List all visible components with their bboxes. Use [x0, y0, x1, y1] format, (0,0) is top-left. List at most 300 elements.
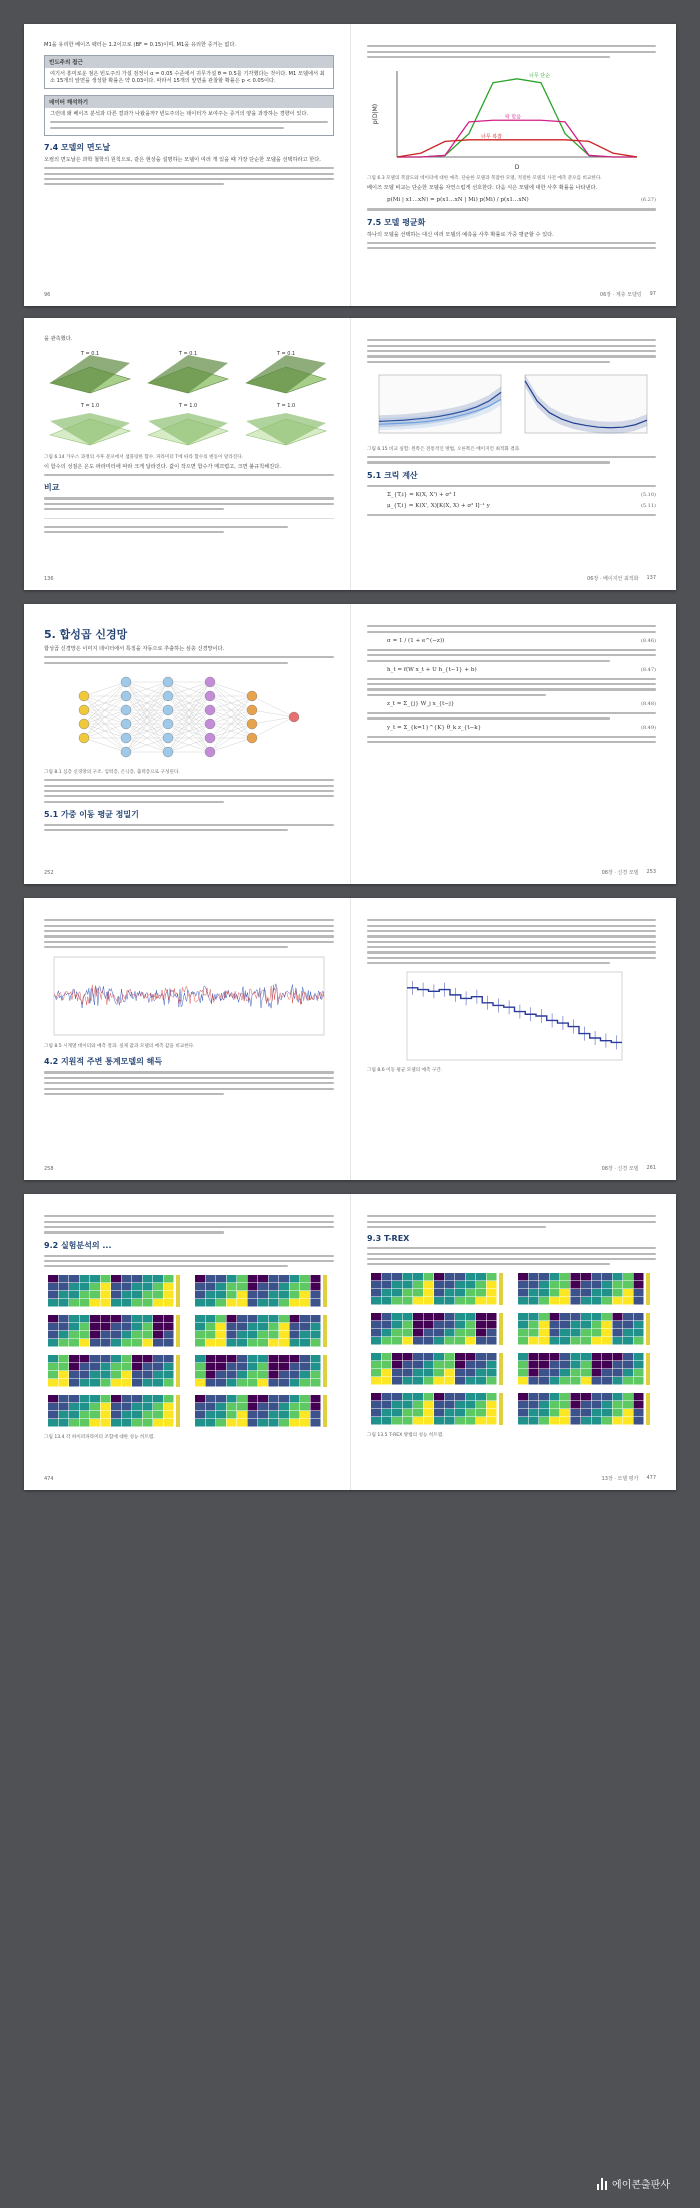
heat-cell	[195, 1323, 205, 1331]
heat-cell	[269, 1363, 279, 1371]
heat-cell	[48, 1283, 58, 1291]
heat-cell	[237, 1379, 247, 1387]
heat-cell	[59, 1339, 69, 1347]
heat-cell	[413, 1313, 423, 1321]
heat-cell	[101, 1283, 111, 1291]
heat-cell	[424, 1273, 434, 1281]
heat-cell	[101, 1275, 111, 1283]
heat-cell	[101, 1379, 111, 1387]
heat-cell	[132, 1395, 142, 1403]
timeseries-chart	[44, 951, 334, 1041]
heat-cell	[382, 1393, 392, 1401]
heat-cell	[466, 1321, 476, 1329]
heat-cell	[602, 1361, 612, 1369]
edge	[252, 717, 294, 738]
heat-cell	[101, 1291, 111, 1299]
surface-plot	[44, 401, 138, 449]
body-text: 이 함수의 성질은 온도 파라미터에 따라 크게 달라진다. 값이 작으면 함수가 매끄럽고, 크면 불규칙해진다.	[44, 464, 281, 470]
heat-cell	[111, 1291, 121, 1299]
heat-cell	[445, 1417, 455, 1425]
edge	[84, 682, 126, 724]
heat-cell	[466, 1337, 476, 1345]
heat-cell	[371, 1401, 381, 1409]
spread-5	[24, 1194, 676, 1490]
heat-cell	[101, 1411, 111, 1419]
heat-cell	[424, 1353, 434, 1361]
heat-cell	[59, 1275, 69, 1283]
heat-cell	[122, 1299, 132, 1307]
heat-cell	[434, 1329, 444, 1337]
heat-cell	[518, 1321, 528, 1329]
heat-cell	[466, 1393, 476, 1401]
heat-cell	[80, 1355, 90, 1363]
heat-cell	[539, 1313, 549, 1321]
heat-cell	[434, 1297, 444, 1305]
heat-cell	[371, 1289, 381, 1297]
right-text: 베이즈 모델 비교는 단순한 모델을 자연스럽게 선호한다. 다음 식은 모델에 대한 사후 확률을 나타낸다.	[367, 185, 598, 192]
heat-cell	[206, 1363, 216, 1371]
series-label-0: 너무 단순	[529, 73, 550, 80]
heat-cell	[80, 1283, 90, 1291]
surface-plot	[142, 349, 236, 397]
heat-cell	[90, 1323, 100, 1331]
heat-cell	[164, 1363, 174, 1371]
heat-cell	[90, 1379, 100, 1387]
heat-cell	[311, 1323, 321, 1331]
figure-caption: 그림 8.5 시계열 데이터와 예측 결과. 실제 값과 모델의 예측 값을 비교한다.	[44, 1044, 195, 1050]
heat-cell	[539, 1329, 549, 1337]
heat-cell	[602, 1297, 612, 1305]
heat-cell	[80, 1299, 90, 1307]
heat-cell	[570, 1329, 580, 1337]
heat-cell	[413, 1393, 423, 1401]
heat-cell	[111, 1283, 121, 1291]
heat-cell	[487, 1409, 497, 1417]
heat-cell	[445, 1361, 455, 1369]
heat-cell	[424, 1321, 434, 1329]
heat-cell	[248, 1339, 258, 1347]
heat-cell	[195, 1395, 205, 1403]
heat-cell	[518, 1329, 528, 1337]
heat-cell	[48, 1299, 58, 1307]
heat-cell	[111, 1299, 121, 1307]
heat-cell	[466, 1353, 476, 1361]
heat-cell	[455, 1329, 465, 1337]
heat-cell	[612, 1353, 622, 1361]
heat-cell	[633, 1329, 643, 1337]
heat-cell	[602, 1289, 612, 1297]
heat-cell	[111, 1339, 121, 1347]
heat-cell	[560, 1369, 570, 1377]
heat-cell	[466, 1297, 476, 1305]
surface-shade	[246, 413, 326, 445]
heat-cell	[570, 1281, 580, 1289]
interpretation-box	[44, 95, 334, 136]
heat-cell	[633, 1417, 643, 1425]
heat-cell	[290, 1363, 300, 1371]
series-line-2	[397, 140, 637, 157]
heat-cell	[269, 1371, 279, 1379]
heat-cell	[570, 1353, 580, 1361]
heat-cell	[570, 1369, 580, 1377]
page-253	[350, 604, 676, 884]
page-474	[24, 1194, 350, 1490]
heat-cell	[153, 1283, 163, 1291]
heat-cell	[371, 1273, 381, 1281]
heat-cell	[623, 1361, 633, 1369]
heat-cell	[195, 1355, 205, 1363]
surface-plot	[240, 401, 334, 449]
heat-cell	[111, 1419, 121, 1427]
neuron	[163, 747, 173, 757]
heatmap-panel	[191, 1313, 331, 1349]
heat-cell	[195, 1299, 205, 1307]
heat-cell	[300, 1379, 310, 1387]
heat-cell	[311, 1395, 321, 1403]
heat-cell	[279, 1283, 289, 1291]
heat-cell	[269, 1315, 279, 1323]
heat-cell	[392, 1273, 402, 1281]
heatmap-panel	[44, 1393, 184, 1429]
heat-cell	[164, 1275, 174, 1283]
heat-cell	[48, 1379, 58, 1387]
page-number: 252	[44, 870, 54, 876]
heat-cell	[80, 1395, 90, 1403]
heat-cell	[80, 1371, 90, 1379]
heat-cell	[434, 1337, 444, 1345]
heat-cell	[560, 1361, 570, 1369]
neuron	[205, 747, 215, 757]
heat-cell	[476, 1297, 486, 1305]
heat-cell	[206, 1283, 216, 1291]
heat-cell	[206, 1315, 216, 1323]
heat-cell	[570, 1361, 580, 1369]
heat-cell	[101, 1299, 111, 1307]
heat-cell	[466, 1377, 476, 1385]
heat-cell	[216, 1283, 226, 1291]
heat-cell	[570, 1337, 580, 1345]
heat-cell	[612, 1321, 622, 1329]
heat-cell	[122, 1395, 132, 1403]
heat-cell	[539, 1273, 549, 1281]
heat-cell	[424, 1369, 434, 1377]
heat-cell	[445, 1377, 455, 1385]
heat-cell	[623, 1329, 633, 1337]
heat-cell	[279, 1371, 289, 1379]
heat-cell	[90, 1275, 100, 1283]
heat-cell	[111, 1371, 121, 1379]
heat-cell	[403, 1377, 413, 1385]
figure-caption: 그림 13.4 각 하이퍼파라미터 조합에 대한 성능 히트맵.	[44, 1435, 155, 1441]
heat-cell	[476, 1273, 486, 1281]
heatmap-panel	[367, 1311, 507, 1347]
heat-cell	[290, 1395, 300, 1403]
heat-cell	[248, 1411, 258, 1419]
step-chart	[397, 968, 627, 1064]
section-heading: 9.2 실험분석의 ...	[44, 1240, 112, 1250]
heat-cell	[382, 1409, 392, 1417]
heat-cell	[237, 1403, 247, 1411]
colorbar	[646, 1353, 650, 1385]
heat-cell	[623, 1321, 633, 1329]
heat-cell	[455, 1401, 465, 1409]
heat-cell	[392, 1417, 402, 1425]
heat-cell	[612, 1281, 622, 1289]
heat-cell	[269, 1339, 279, 1347]
heat-cell	[528, 1329, 538, 1337]
heat-cell	[216, 1315, 226, 1323]
heat-cell	[476, 1329, 486, 1337]
heat-cell	[560, 1329, 570, 1337]
heat-cell	[227, 1371, 237, 1379]
heat-cell	[487, 1329, 497, 1337]
edge	[252, 696, 294, 717]
heat-cell	[549, 1321, 559, 1329]
heat-cell	[424, 1409, 434, 1417]
heat-cell	[279, 1275, 289, 1283]
heat-cell	[80, 1315, 90, 1323]
heat-cell	[445, 1281, 455, 1289]
heat-cell	[69, 1275, 79, 1283]
heat-cell	[570, 1273, 580, 1281]
heat-cell	[445, 1409, 455, 1417]
heat-cell	[279, 1379, 289, 1387]
figure-caption: 그림 6.3 모델의 복잡도와 데이터에 대한 예측. 단순한 모델과 복잡한 모델, 적절한 모델의 사전 예측 분포를 비교한다.	[367, 176, 602, 182]
heat-cell	[164, 1355, 174, 1363]
heat-cell	[581, 1393, 591, 1401]
heat-cell	[59, 1403, 69, 1411]
heat-cell	[206, 1395, 216, 1403]
heat-cell	[59, 1419, 69, 1427]
heat-cell	[518, 1297, 528, 1305]
heat-cell	[560, 1273, 570, 1281]
heat-cell	[602, 1337, 612, 1345]
heat-cell	[392, 1321, 402, 1329]
heat-cell	[487, 1313, 497, 1321]
heat-cell	[101, 1355, 111, 1363]
heat-cell	[371, 1377, 381, 1385]
heat-cell	[528, 1321, 538, 1329]
heat-cell	[195, 1403, 205, 1411]
heat-cell	[633, 1393, 643, 1401]
heat-cell	[237, 1331, 247, 1339]
heat-cell	[143, 1395, 153, 1403]
heat-cell	[269, 1411, 279, 1419]
heat-cell	[403, 1401, 413, 1409]
heat-cell	[290, 1315, 300, 1323]
figure-caption: 그림 6.15 비교 실험: 왼쪽은 전통적인 방법, 오른쪽은 베이지언 최적화 결과.	[367, 446, 521, 452]
heat-cell	[633, 1409, 643, 1417]
surface-shade	[50, 355, 130, 393]
heat-cell	[300, 1355, 310, 1363]
heatmap-panel	[514, 1271, 654, 1307]
colorbar	[646, 1313, 650, 1345]
heat-cell	[403, 1321, 413, 1329]
heat-cell	[518, 1337, 528, 1345]
heat-cell	[528, 1313, 538, 1321]
edge	[252, 717, 294, 724]
heat-cell	[300, 1411, 310, 1419]
heat-cell	[528, 1273, 538, 1281]
heat-cell	[48, 1315, 58, 1323]
heat-cell	[445, 1393, 455, 1401]
heat-cell	[591, 1417, 601, 1425]
heat-cell	[80, 1331, 90, 1339]
heat-cell	[382, 1417, 392, 1425]
heat-cell	[612, 1329, 622, 1337]
heat-cell	[279, 1315, 289, 1323]
heat-cell	[518, 1273, 528, 1281]
heat-cell	[602, 1329, 612, 1337]
heat-cell	[290, 1291, 300, 1299]
heat-cell	[227, 1411, 237, 1419]
heat-cell	[90, 1355, 100, 1363]
heat-cell	[602, 1273, 612, 1281]
heat-cell	[581, 1361, 591, 1369]
page-number: 96	[44, 292, 51, 298]
heat-cell	[549, 1297, 559, 1305]
heat-cell	[413, 1297, 423, 1305]
heat-cell	[164, 1323, 174, 1331]
heat-cell	[623, 1313, 633, 1321]
surface-label: T = 0.1	[178, 351, 198, 357]
heat-cell	[122, 1291, 132, 1299]
heat-cell	[59, 1299, 69, 1307]
heat-cell	[300, 1315, 310, 1323]
heat-cell	[455, 1417, 465, 1425]
heat-cell	[279, 1363, 289, 1371]
heat-cell	[290, 1339, 300, 1347]
heat-cell	[413, 1321, 423, 1329]
heat-cell	[612, 1417, 622, 1425]
heat-cell	[560, 1401, 570, 1409]
heat-cell	[300, 1283, 310, 1291]
heat-cell	[153, 1363, 163, 1371]
heat-cell	[132, 1315, 142, 1323]
heat-cell	[623, 1337, 633, 1345]
heat-cell	[248, 1283, 258, 1291]
heat-cell	[612, 1289, 622, 1297]
heat-cell	[80, 1379, 90, 1387]
heat-cell	[466, 1329, 476, 1337]
heat-cell	[290, 1283, 300, 1291]
heat-cell	[560, 1297, 570, 1305]
heat-cell	[153, 1315, 163, 1323]
heat-cell	[403, 1273, 413, 1281]
heat-cell	[570, 1417, 580, 1425]
heat-cell	[101, 1323, 111, 1331]
page-number: 136	[44, 576, 54, 582]
heat-cell	[602, 1321, 612, 1329]
heat-cell	[164, 1339, 174, 1347]
heat-cell	[392, 1401, 402, 1409]
heat-cell	[290, 1275, 300, 1283]
heat-cell	[382, 1337, 392, 1345]
heat-cell	[392, 1329, 402, 1337]
heat-cell	[300, 1299, 310, 1307]
heatmap-panel	[191, 1273, 331, 1309]
heat-cell	[382, 1281, 392, 1289]
heat-cell	[269, 1299, 279, 1307]
heat-cell	[101, 1419, 111, 1427]
heat-cell	[549, 1281, 559, 1289]
heat-cell	[206, 1355, 216, 1363]
heat-cell	[311, 1339, 321, 1347]
edge	[84, 682, 126, 696]
heat-cell	[195, 1339, 205, 1347]
heat-cell	[206, 1291, 216, 1299]
heat-cell	[476, 1289, 486, 1297]
neuron	[247, 691, 257, 701]
heat-cell	[424, 1361, 434, 1369]
page-136	[24, 318, 350, 590]
heat-cell	[153, 1379, 163, 1387]
heat-cell	[227, 1363, 237, 1371]
heat-cell	[413, 1353, 423, 1361]
heat-cell	[581, 1329, 591, 1337]
edge	[210, 738, 252, 752]
heat-cell	[216, 1331, 226, 1339]
spread-4	[24, 898, 676, 1180]
surface-plot	[142, 401, 236, 449]
heat-cell	[132, 1355, 142, 1363]
heat-cell	[153, 1419, 163, 1427]
heat-cell	[122, 1371, 132, 1379]
heat-cell	[311, 1379, 321, 1387]
heat-cell	[581, 1313, 591, 1321]
heat-cell	[424, 1313, 434, 1321]
heat-cell	[581, 1401, 591, 1409]
heat-cell	[591, 1281, 601, 1289]
heat-cell	[403, 1329, 413, 1337]
heat-cell	[445, 1289, 455, 1297]
heat-cell	[560, 1353, 570, 1361]
heat-cell	[623, 1353, 633, 1361]
heat-cell	[300, 1331, 310, 1339]
heat-cell	[227, 1355, 237, 1363]
heat-cell	[290, 1379, 300, 1387]
heat-cell	[633, 1401, 643, 1409]
heat-cell	[549, 1337, 559, 1345]
heat-cell	[602, 1353, 612, 1361]
heat-cell	[132, 1419, 142, 1427]
heat-cell	[69, 1283, 79, 1291]
heat-cell	[69, 1379, 79, 1387]
heat-cell	[413, 1361, 423, 1369]
heat-cell	[290, 1299, 300, 1307]
heat-cell	[122, 1379, 132, 1387]
heat-cell	[153, 1323, 163, 1331]
heat-cell	[591, 1337, 601, 1345]
heat-cell	[164, 1331, 174, 1339]
heat-cell	[206, 1339, 216, 1347]
heat-cell	[311, 1355, 321, 1363]
heat-cell	[279, 1339, 289, 1347]
heat-cell	[216, 1323, 226, 1331]
figure-caption: 그림 8.1 심층 신경망의 구조. 입력층, 은닉층, 출력층으로 구성된다.	[44, 769, 180, 775]
heat-cell	[300, 1395, 310, 1403]
heat-cell	[237, 1355, 247, 1363]
gp-chart-right	[513, 369, 653, 441]
heat-cell	[570, 1377, 580, 1385]
heat-cell	[371, 1361, 381, 1369]
equation-8-46: σ = 1 / (1 + e^(−z)) (8.46)	[387, 637, 656, 644]
heat-cell	[248, 1363, 258, 1371]
heat-cell	[290, 1331, 300, 1339]
heat-cell	[455, 1377, 465, 1385]
colorbar	[176, 1395, 180, 1427]
heat-cell	[143, 1323, 153, 1331]
